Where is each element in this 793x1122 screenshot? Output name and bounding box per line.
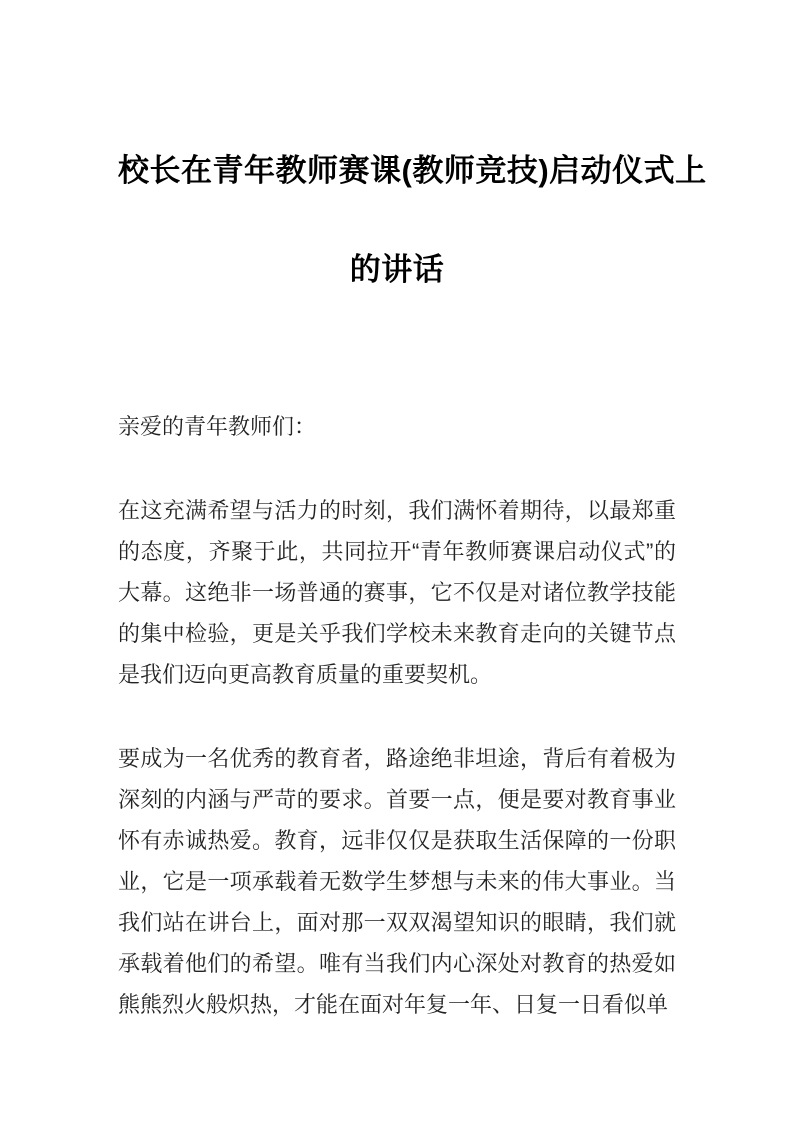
salutation: 亲爱的青年教师们： [118,413,317,439]
document-body [118,406,676,1025]
document-title [118,121,707,319]
paragraph: 在这充满希望与活力的时刻，我们满怀着期待，以最郑重的态度，齐聚于此，共同拉开“青年教师赛课启动仪式”的大幕。这绝非一场普通的赛事，它不仅是对诸位教学技能的集中检验，更是关乎我们学校未来教育走向的关键节点是我们迈向更高教育质量的重要契机。 [118,497,676,687]
title-line-2: 的讲话 [349,251,445,287]
title-line-1: 校长在青年教师赛课(教师竞技)启动仪式上 [118,152,707,188]
paragraph: 要成为一名优秀的教育者，路途绝非坦途，背后有着极为深刻的内涵与严苛的要求。首要一点，便是要对教育事业怀有赤诚热爱。教育，远非仅仅是获取生活保障的一份职业，它是一项承载着无数学生梦想与未来的伟大事业。当我们站在讲台上，面对那一双双渴望知识的眼睛，我们就承载着他们的希望。唯有当我们内心深处对教育的热爱如熊熊烈火般炽热，才能在面对年复一年、日复一日看似单 [118,745,676,1017]
